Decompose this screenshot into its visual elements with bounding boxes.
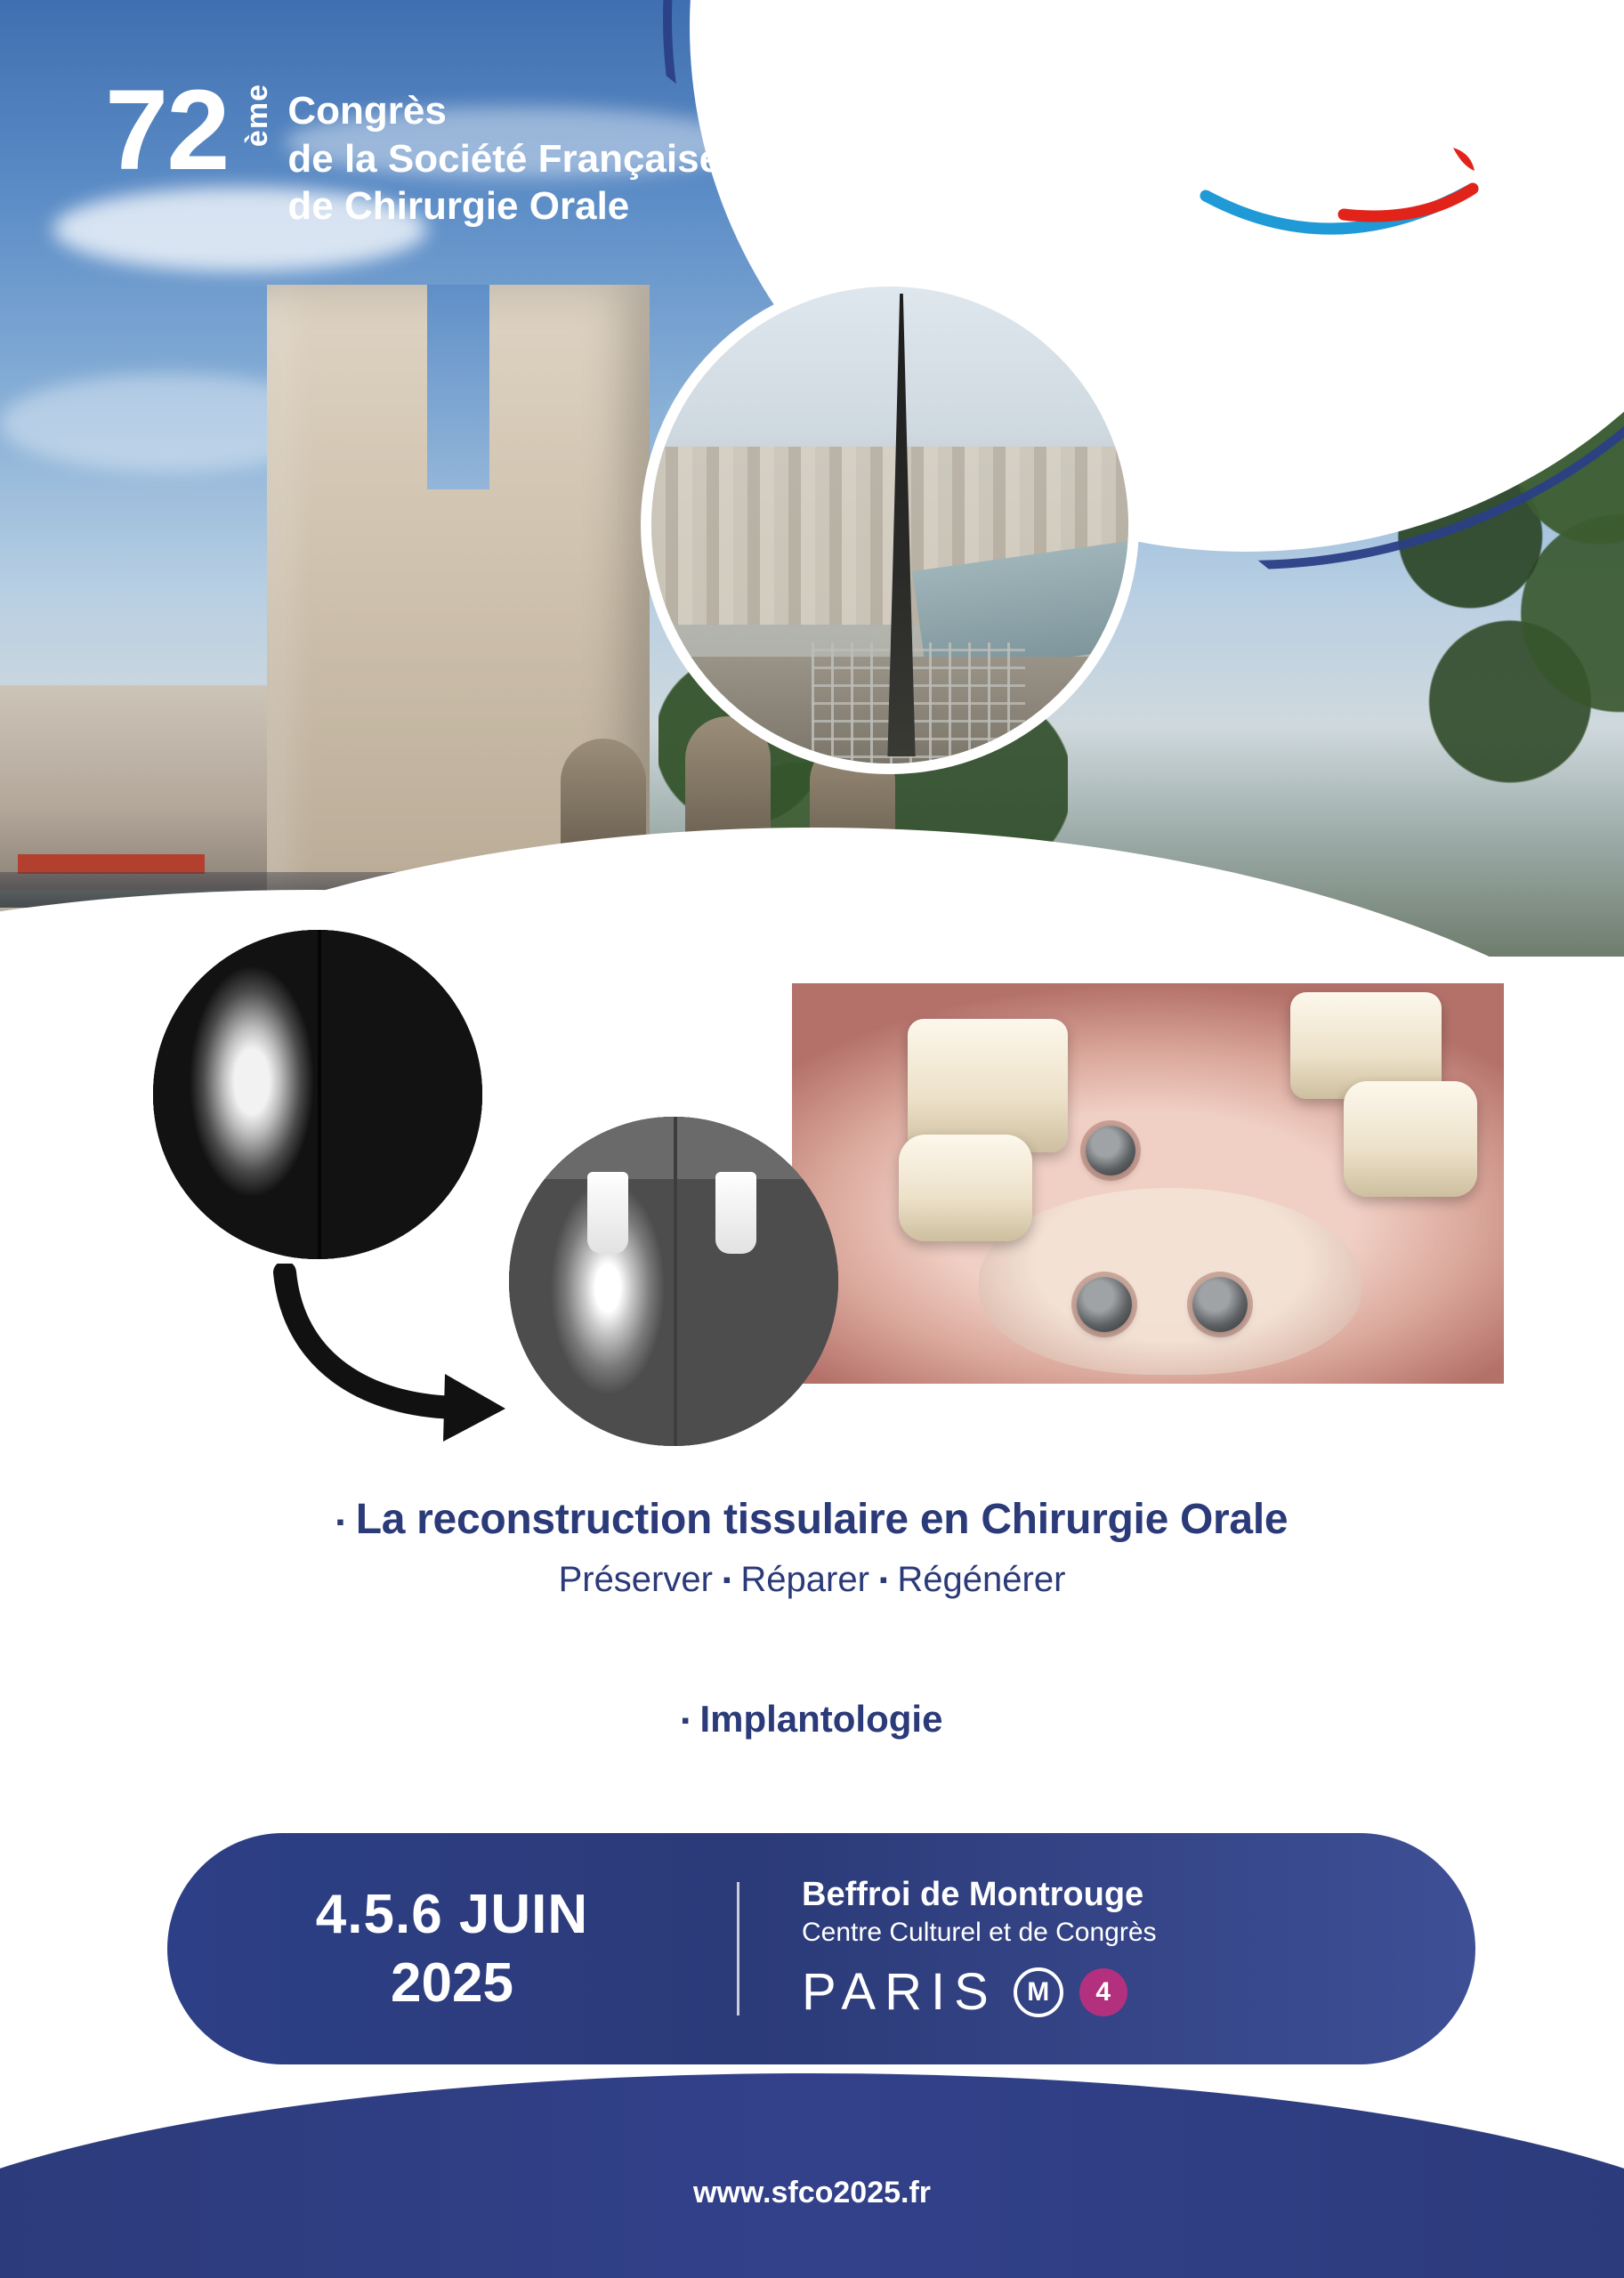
clinical-implant-photo — [792, 983, 1504, 1384]
xray-divider — [674, 1117, 677, 1446]
subtitle-word-1: Préserver — [558, 1560, 713, 1599]
curved-arrow-icon — [267, 1264, 534, 1442]
xray-before-circle — [153, 930, 482, 1259]
main-theme-title — [0, 1495, 1624, 1544]
spire-circle-photo — [641, 276, 1139, 774]
second-theme-text: Implantologie — [699, 1698, 943, 1740]
molar-tooth — [899, 1135, 1032, 1241]
city-name: PARIS — [802, 1963, 998, 2021]
dental-implant — [1077, 1277, 1132, 1332]
molar-tooth — [908, 1019, 1068, 1152]
date-year: 2025 — [391, 1952, 513, 2014]
venue-block — [739, 1876, 1475, 2022]
svg-text:sfco: sfco — [1177, 74, 1372, 183]
metro-line-badge: 4 — [1079, 1968, 1127, 2016]
main-theme-text: La reconstruction tissulaire en Chirurgie Orale — [355, 1496, 1289, 1543]
theme-titles — [0, 1495, 1624, 1741]
second-theme-title — [0, 1698, 1624, 1741]
congress-header — [105, 67, 722, 230]
cafe-awning — [18, 854, 205, 874]
dental-implant — [1086, 1126, 1135, 1175]
congress-ordinal: ème — [240, 84, 275, 148]
website-url[interactable]: www.sfco2025.fr — [692, 2176, 932, 2209]
xray-crown — [715, 1172, 756, 1254]
congress-title-line2: de la Société Française — [287, 136, 722, 181]
bullet-icon: ▪ — [335, 1508, 344, 1535]
scaffolding — [812, 642, 1025, 774]
molar-tooth — [1344, 1081, 1477, 1197]
subtitle-word-3: Régénérer — [897, 1560, 1066, 1599]
bullet-icon: ▪ — [681, 1707, 690, 1733]
date-venue-bar — [167, 1833, 1475, 2064]
congress-title-lines — [287, 87, 721, 230]
date-days-month: 4.5.6 JUIN — [315, 1884, 589, 1945]
xray-crown — [587, 1172, 628, 1254]
venue-subtitle: Centre Culturel et de Congrès — [802, 1918, 1157, 1947]
city-metro-row — [802, 1962, 1475, 2022]
metro-icon: M — [1014, 1967, 1063, 2017]
congress-number: 72 — [105, 67, 229, 194]
sfco-logo — [1170, 62, 1526, 258]
bullet-icon: ▪ — [879, 1566, 888, 1593]
date-block — [167, 1883, 737, 2015]
xray-divider — [318, 930, 321, 1259]
congress-title-line1: Congrès — [287, 89, 447, 133]
congress-title-line3: de Chirurgie Orale — [287, 184, 630, 229]
bone-ridge — [979, 1188, 1361, 1375]
theme-subtitle — [0, 1560, 1624, 1600]
xray-after-circle — [509, 1117, 838, 1446]
bullet-icon: ▪ — [723, 1566, 731, 1593]
dental-implant — [1192, 1277, 1248, 1332]
venue-name: Beffroi de Montrouge — [802, 1876, 1144, 1913]
subtitle-word-2: Réparer — [740, 1560, 869, 1599]
tower-gap — [427, 285, 489, 489]
